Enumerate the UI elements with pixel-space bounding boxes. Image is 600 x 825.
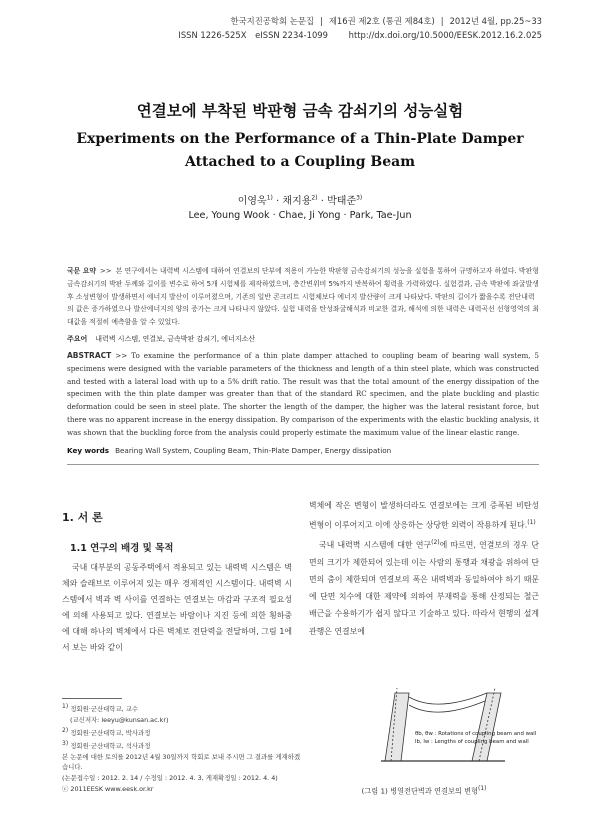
author-affiliation-mark: 2) bbox=[311, 194, 318, 202]
author-affiliation-mark: 3) bbox=[356, 194, 363, 202]
author-name: 이영욱 bbox=[237, 196, 267, 207]
title-english-line1: Experiments on the Performance of a Thin-Plate Damper bbox=[76, 131, 524, 147]
journal-date-pages: 2012년 4월, pp.25~33 bbox=[449, 16, 542, 26]
author-name: 채지용 bbox=[282, 196, 312, 207]
paragraph: 국내 대부분의 공동주택에서 적용되고 있는 내력벽 시스템은 벽체와 슬래브로 이루어져 있는 매우 경제적인 시스템이다. 내력벽 시스템에서 벽과 벽 사이를 연결하는 연결보는 마감과 구조적 필요성에 의해 사용되고 있다. 연결보는 바람이나 지진 등에 의한 횡하중에 대해 하나의 벽체에서 다른 벽체로 전단력을 전달하며, 그림 1에서 보는 바와 같이 bbox=[62, 563, 292, 653]
subsection-heading: 1.1 연구의 배경 및 목적 bbox=[70, 543, 174, 554]
author-name: 박태준 bbox=[327, 196, 357, 207]
keywords-english-label: Key words bbox=[67, 446, 110, 455]
abstract-divider bbox=[67, 464, 539, 465]
eissn: eISSN 2234-1099 bbox=[255, 30, 328, 40]
paragraph: 벽체에 작은 변형이 발생하더라도 연결보에는 크게 증폭된 비탄성 변형이 이루어지고 이에 상응하는 상당한 외력이 작용하게 된다.$^{(1)}$ bbox=[309, 501, 539, 530]
footnote-rule bbox=[62, 698, 122, 699]
body-text-left bbox=[62, 560, 292, 657]
section-heading: 1. 서 론 bbox=[62, 511, 103, 524]
abstract-korean-label: 국문 요약 bbox=[67, 267, 97, 275]
keywords-korean-label: 주요어 bbox=[67, 335, 88, 343]
abstract-korean bbox=[67, 265, 539, 329]
title-english bbox=[0, 128, 600, 174]
keywords-english bbox=[67, 446, 539, 455]
footnote: (논문접수일 : 2012. 2. 14 / 수정일 : 2012. 4. 3, 게재확정일 : 2012. 4. 4) bbox=[62, 774, 278, 783]
abstract-korean-text: 본 연구에서는 내력벽 시스템에 대하여 연결보의 단부에 적용이 가능한 박판형 금속감쇠기의 성능을 실험을 통하여 규명하고자 하였다. 박판형 금속감쇠기의 박판 두께와 길이를 변수로 하여 5개 시험체를 제작하였으며, 층간변위비 5%까지 반복하여 횡력을 가력하였다. 실험결과, 금속 박판에 좌굴발생 후 소성변형이 발생하면서 에너지 발산이 이루어졌으며, 기존의 일반 콘크리트 시험체보다 에너지 발산량이 크게 나타났다. 박판의 길이가 짧을수록 전단내력의 값은 증가하였으나 발산에너지의 양의 증가는 크게 나타나지 않았다. 실험 내력을 탄성좌굴해석과 비교한 결과, 해석에 의한 내력은 내력곡선 선형영역의 최대값을 적절히 예측함을 알 수 있었다. bbox=[67, 267, 539, 327]
authors-english: Lee, Young Wook · Chae, Ji Yong · Park, Tae-Jun bbox=[188, 210, 412, 221]
journal-volume: 제16권 제2호 (통권 제84호) bbox=[328, 16, 435, 26]
doi-link[interactable]: http://dx.doi.org/10.5000/EESK.2012.16.2.025 bbox=[348, 30, 542, 40]
footnote: $^{1)}$ 정회원·군산대학교, 교수 bbox=[62, 703, 139, 714]
figure-caption: (그림 1) 병열전단벽과 연결보의 변형$^{(1)}$ bbox=[361, 785, 487, 796]
figure-label-theta: θb, θw : Rotations of coupling beam and wall bbox=[415, 731, 537, 737]
footnote: $^{2)}$ 정회원·군산대학교, 박사과정 bbox=[62, 726, 151, 737]
figure-coupled-wall-deformation bbox=[377, 683, 537, 763]
figure-label-length: lb, lw : Lengths of coupling beam and wall bbox=[415, 739, 529, 745]
authors-korean: 이영욱$^{1)}$ · 채지용$^{2)}$ · 박태준$^{3)}$ bbox=[237, 194, 363, 207]
footnotes bbox=[62, 702, 302, 795]
keywords-english-text: Bearing Wall System, Coupling Beam, Thin-Plate Damper, Energy dissipation bbox=[115, 446, 392, 455]
footnote: 본 논문에 대한 토의를 2012년 4월 30일까지 학회로 보내 주시면 그 결과를 게재하겠습니다. bbox=[62, 752, 301, 772]
abstract-english-text: To examine the performance of a thin plate damper attached to coupling beam of bearing wall system, 5 specimens were designed with the variable parameters of the thickness and length of a thin steel plate, which was constructed and tested with a lateral load with up to a 5% drift ratio. The result was that the total amount of the energy dissipation of the specimen with the thin plate damper was greater than that of the standard RC specimen, and the plate buckling and plastic deformation could be seen in steel plate. The shorter the length of the damper, the higher was the lateral resistant force, but there was no apparent increase in the energy dissipation. By comparison of the experiments with the elastic buckling analysis, it was shown that the buckling force from the analysis could properly estimate the maximum value of the linear elastic range. bbox=[67, 351, 539, 437]
journal-name: 한국지진공학회 논문집 bbox=[230, 16, 315, 26]
running-header: 한국지진공학회 논문집 | 제16권 제2호 (통권 제84호) | 2012년 4월, pp.25~33 ISSN 1226-525X eISSN 2234-1099 http://dx.doi.org/10.5000/EESK.2012.16.2.025 bbox=[178, 16, 542, 40]
paragraph: 국내 내력벽 시스템에 대한 연구$^{(2)}$에 따르면, 연결보의 경우 단면의 크기가 제한되어 있는데 이는 사람의 통행과 채광을 위하여 단면의 춤이 제한되며 연결보의 폭은 내력벽과 동일하여야 하기 때문에 단면 치수에 대한 제약에 의하여 부재력을 통해 산정되는 철근 배근을 수용하기가 쉽지 않다고 기술하고 있다. 따라서 현행의 설계관행은 연결보에 bbox=[309, 539, 540, 636]
issn: ISSN 1226-525X bbox=[178, 30, 247, 40]
footnote: ⓒ 2011EESK www.eesk.or.kr bbox=[62, 784, 154, 793]
abstract-english bbox=[67, 350, 539, 440]
footnote: (교신저자: leeyu@kunsan.ac.kr) bbox=[70, 715, 169, 724]
title-korean: 연결보에 부착된 박판형 금속 감쇠기의 성능실험 bbox=[136, 102, 464, 120]
keywords-korean bbox=[67, 334, 539, 344]
abstract-english-label: ABSTRACT bbox=[67, 351, 112, 360]
footnote: $^{3)}$ 정회원·군산대학교, 석사과정 bbox=[62, 739, 151, 750]
abstract-arrow: >> bbox=[115, 351, 128, 360]
abstract-arrow: >> bbox=[100, 267, 112, 275]
title-english-line2: Attached to a Coupling Beam bbox=[184, 154, 416, 170]
keywords-korean-text: 내력벽 시스템, 연결보, 금속박판 감쇠기, 에너지소산 bbox=[95, 335, 256, 343]
body-text-right bbox=[309, 497, 539, 640]
author-affiliation-mark: 1) bbox=[266, 194, 273, 202]
